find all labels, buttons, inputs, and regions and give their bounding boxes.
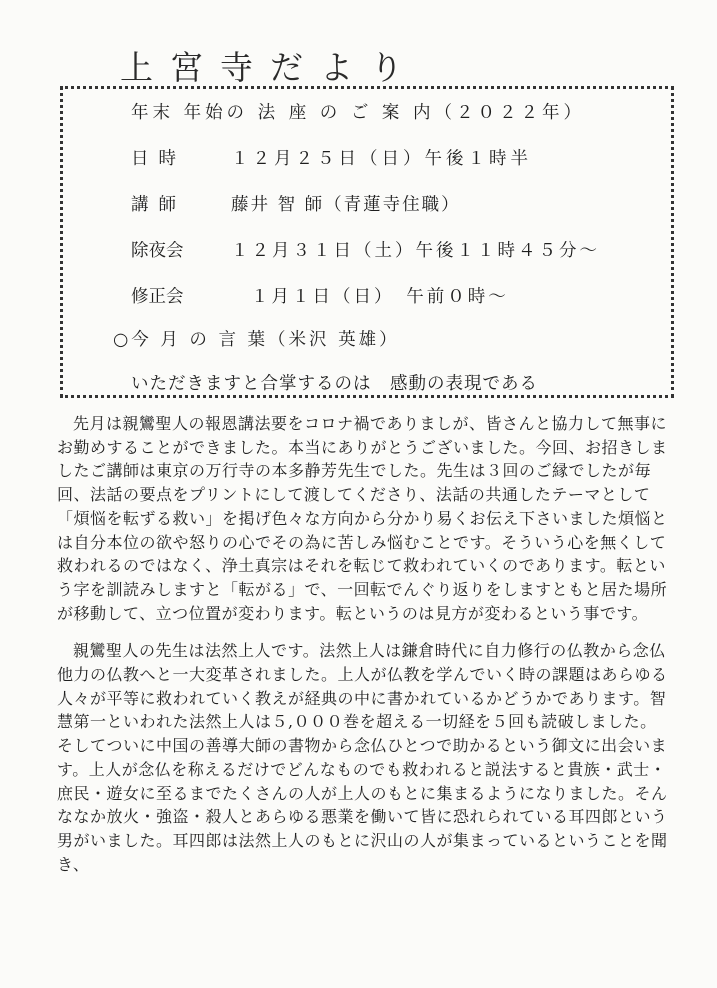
new-year-service-label: 修正会 <box>131 287 184 307</box>
lecturer-value: 藤井 智 師（青蓮寺住職） <box>231 195 461 215</box>
paragraph: 親鸞聖人の先生は法然上人です。法然上人は鎌倉時代に自力修行の仏教から念仏他力の仏教へと一大変革されました。上人が仏教を学んでいく時の課題はあらゆる人々が平等に救われていく教えが経典の中に書かれているかどうかであります。智慧第一といわれた法然上人は５,０００巻を超える一切経を５回も読破しました。そしてついに中国の善導大師の書物から念仏ひとつで助かるという御文に出会います。上人が念仏を称えるだけでどんなものでも救われると説法すると貴族・武士・庶民・遊女に至るまでたくさんの人が上人のもとに集まるようになりました。そんななか放火・強盗・殺人とあらゆる悪業を働いて皆に恐れられている耳四郎という男がいました。耳四郎は法然上人のもとに沢山の人が集まっているということを聞き、 <box>57 641 668 874</box>
date-label: 日時 <box>131 149 186 169</box>
article-body <box>57 412 671 876</box>
new-years-eve-label: 除夜会 <box>131 241 184 261</box>
service-notice-box <box>60 86 674 398</box>
lecturer-label: 講師 <box>131 195 186 215</box>
words-of-month-quote: いただきますと合掌するのは 感動の表現である <box>131 374 538 394</box>
date-value: １２月２５日（日）午後１時半 <box>231 149 532 169</box>
paragraph: 先月は親鸞聖人の報恩講法要をコロナ禍でありましが、皆さんと協力して無事にお勤めすることができました。本当にありがとうございました。今回、お招きしましたご講師は東京の万行寺の本多静芳先生でした。先生は３回のご縁でしたが毎回、法話の要点をプリントにして渡してくださり、法話の共通したテーマとして「煩悩を転ずる救い」を掲げ色々な方向から分かり易くお伝え下さいました煩悩とは自分本位の欲や怒りの心でその為に苦しみ悩むことです。そういう心を無くして救われるのではなく、浄土真宗はそれを転じて救われていくのであります。転という字を訓読みしますと「転がる」で、一回転でんぐり返りをしますともと居た場所が移動して、立つ位置が変わります。転というのは見方が変わるという事です。 <box>57 414 668 623</box>
new-years-eve-value: １２月３１日（土）午後１１時４５分～ <box>231 241 600 261</box>
words-of-month-heading: ○今 月 の 言 葉（米沢 英雄） <box>113 330 400 350</box>
new-year-service-value: １月１日（日） 午前０時～ <box>251 287 509 307</box>
newsletter-title: 上宮寺だより <box>120 48 420 87</box>
notice-heading: 年末 年始の 法 座 の ご 案 内（２０２２年） <box>131 103 585 123</box>
